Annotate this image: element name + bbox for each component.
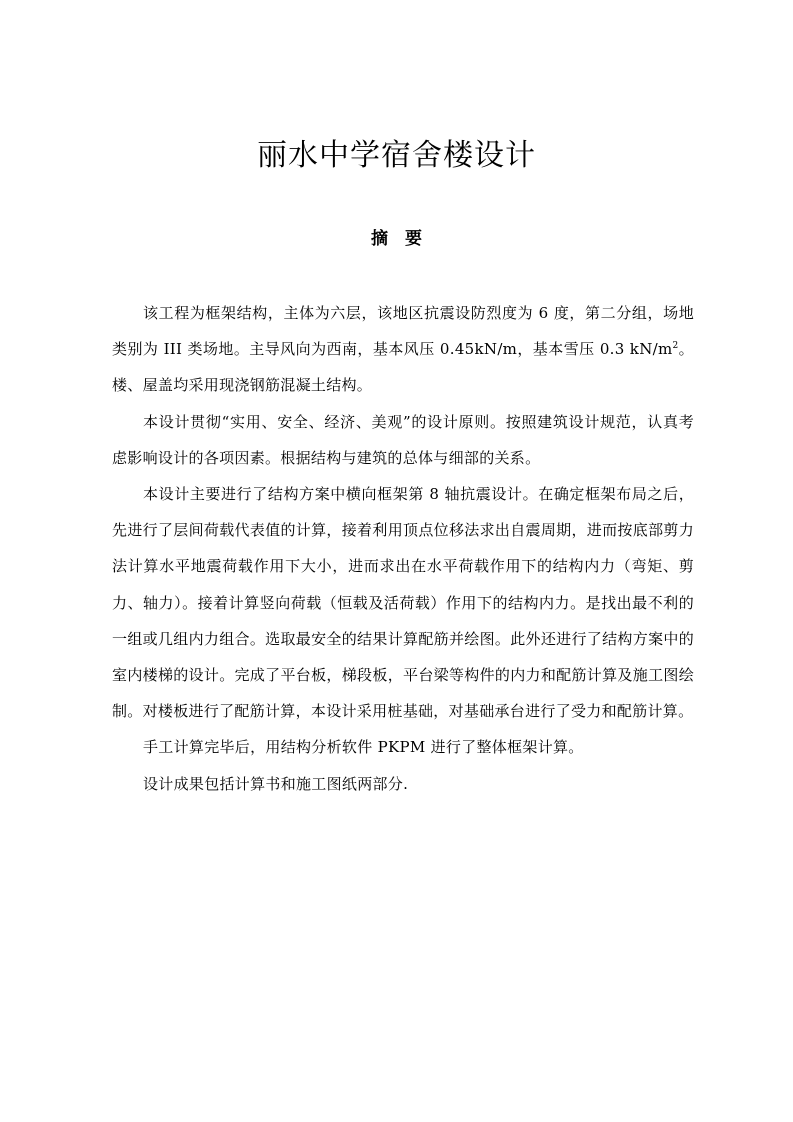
abstract-paragraph-5: 设计成果包括计算书和施工图纸两部分.	[143, 774, 409, 793]
abstract-heading: 摘 要	[371, 229, 422, 249]
abstract-paragraph-1	[112, 295, 694, 404]
abstract-paragraph-4: 手工计算完毕后，用结构分析软件 PKPM 进行了整体框架计算。	[143, 738, 584, 757]
abstract-paragraph-3: 本设计主要进行了结构方案中横向框架第 8 轴抗震设计。在确定框架布局之后，先进行了层间荷载代表值的计算，接着利用顶点位移法求出自震周期，进而按底部剪力法计算水平地震荷载作用下大小，进而求出在水平荷载作用下的结构内力（弯矩、剪力、轴力）。接着计算竖向荷载（恒载及活荷载）作用下的结构内力。是找出最不利的一组或几组内力组合。选取最安全的结果计算配筋并绘图。此外还进行了结构方案中的室内楼梯的设计。完成了平台板，梯段板，平台梁等构件的内力和配筋计算及施工图绘制。对楼板进行了配筋计算，本设计采用桩基础，对基础承台进行了受力和配筋计算。	[112, 485, 694, 721]
abstract-body	[112, 295, 694, 802]
document-title: 丽水中学宿舍楼设计	[257, 138, 536, 173]
paragraph-1-text-end: 。楼、屋盖均采用现浇钢筋混凝土结构。	[112, 340, 694, 395]
abstract-paragraph-2: 本设计贯彻“实用、安全、经济、美观”的设计原则。按照建筑设计规范，认真考虑影响设计的各项因素。根据结构与建筑的总体与细部的关系。	[112, 412, 694, 467]
paragraph-1-superscript: 2	[672, 341, 679, 352]
paragraph-1-text: 该工程为框架结构，主体为六层，该地区抗震设防烈度为 6 度，第二分组，场地类别为 III 类场地。主导风向为西南，基本风压 0.45kN/m，基本雪压 0.3 kN/m	[112, 304, 694, 359]
